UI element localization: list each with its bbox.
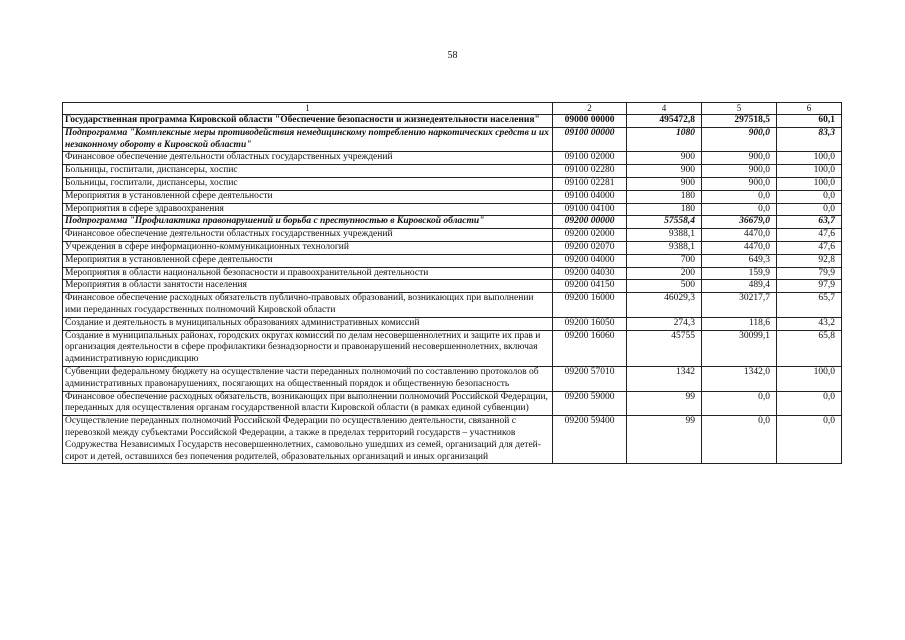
column-header-5: 5 (702, 103, 777, 115)
row-name-cell: Больницы, госпитали, диспансеры, хоспис (63, 165, 553, 178)
row-name-cell: Создание и деятельность в муниципальных образованиях административных комиссий (63, 317, 553, 330)
row-plan-cell: 500 (627, 280, 702, 293)
table-row (63, 330, 842, 366)
row-fact-cell: 4470,0 (702, 241, 777, 254)
row-name-cell: Субвенции федеральному бюджету на осуществление части переданных полномочий по составлению протоколов об административных правонарушениях, посягающих на общественный порядок и общественную безопасность (63, 366, 553, 391)
row-fact-cell: 118,6 (702, 317, 777, 330)
column-header-1: 1 (63, 103, 553, 115)
row-plan-cell: 700 (627, 254, 702, 267)
row-fact-cell: 159,9 (702, 267, 777, 280)
row-plan-cell: 495472,8 (627, 115, 702, 128)
row-name-cell: Государственная программа Кировской области "Обеспечение безопасности и жизнедеятельности населения" (63, 115, 553, 128)
row-fact-cell: 0,0 (702, 416, 777, 464)
row-code-cell: 09200 57010 (553, 366, 627, 391)
row-plan-cell: 57558,4 (627, 216, 702, 229)
row-percent-cell: 0,0 (777, 416, 842, 464)
table-row (63, 203, 842, 216)
row-code-cell: 09100 02281 (553, 177, 627, 190)
row-code-cell: 09000 00000 (553, 115, 627, 128)
column-numbers-row (63, 103, 842, 115)
row-percent-cell: 65,7 (777, 293, 842, 318)
row-name-cell: Учреждения в сфере информационно-коммуникационных технологий (63, 241, 553, 254)
table-row (63, 416, 842, 464)
row-code-cell: 09200 02000 (553, 229, 627, 242)
row-percent-cell: 0,0 (777, 391, 842, 416)
row-percent-cell: 79,9 (777, 267, 842, 280)
row-code-cell: 09200 04030 (553, 267, 627, 280)
row-name-cell: Финансовое обеспечение деятельности областных государственных учреждений (63, 152, 553, 165)
row-plan-cell: 9388,1 (627, 241, 702, 254)
row-plan-cell: 45755 (627, 330, 702, 366)
row-fact-cell: 900,0 (702, 165, 777, 178)
budget-table (62, 102, 842, 464)
subprogram-row (63, 127, 842, 152)
row-fact-cell: 4470,0 (702, 229, 777, 242)
row-percent-cell: 100,0 (777, 366, 842, 391)
row-name-cell: Создание в муниципальных районах, городских округах комиссий по делам несовершеннолетних и защите их прав и организация деятельности в сфере профилактики безнадзорности и правонарушений несовершеннолетних, включая административную юрисдикцию (63, 330, 553, 366)
row-name-cell: Подпрограмма "Профилактика правонарушений и борьба с преступностью в Кировской области" (63, 216, 553, 229)
row-name-cell: Мероприятия в сфере здравоохранения (63, 203, 553, 216)
row-percent-cell: 100,0 (777, 177, 842, 190)
row-percent-cell: 60,1 (777, 115, 842, 128)
row-code-cell: 09200 00000 (553, 216, 627, 229)
row-plan-cell: 900 (627, 152, 702, 165)
row-plan-cell: 99 (627, 416, 702, 464)
table-row (63, 177, 842, 190)
subprogram-row (63, 216, 842, 229)
row-percent-cell: 43,2 (777, 317, 842, 330)
row-plan-cell: 900 (627, 165, 702, 178)
row-code-cell: 09200 04150 (553, 280, 627, 293)
column-header-4: 4 (627, 103, 702, 115)
row-code-cell: 09200 16050 (553, 317, 627, 330)
row-fact-cell: 0,0 (702, 203, 777, 216)
table-row (63, 152, 842, 165)
row-code-cell: 09100 00000 (553, 127, 627, 152)
row-fact-cell: 649,3 (702, 254, 777, 267)
row-name-cell: Мероприятия в установленной сфере деятельности (63, 190, 553, 203)
row-percent-cell: 100,0 (777, 165, 842, 178)
row-plan-cell: 900 (627, 177, 702, 190)
row-fact-cell: 489,4 (702, 280, 777, 293)
row-percent-cell: 0,0 (777, 203, 842, 216)
row-fact-cell: 30099,1 (702, 330, 777, 366)
row-name-cell: Мероприятия в установленной сфере деятельности (63, 254, 553, 267)
row-name-cell: Финансовое обеспечение деятельности областных государственных учреждений (63, 229, 553, 242)
row-plan-cell: 46029,3 (627, 293, 702, 318)
row-fact-cell: 1342,0 (702, 366, 777, 391)
row-name-cell: Финансовое обеспечение расходных обязательств публично-правовых образований, возникающих при выполнении ими переданных государственных полномочий Кировской области (63, 293, 553, 318)
row-plan-cell: 180 (627, 190, 702, 203)
row-name-cell: Мероприятия в области национальной безопасности и правоохранительной деятельности (63, 267, 553, 280)
page-number: 58 (447, 50, 458, 61)
row-code-cell: 09100 04100 (553, 203, 627, 216)
row-fact-cell: 900,0 (702, 177, 777, 190)
row-percent-cell: 65,8 (777, 330, 842, 366)
row-code-cell: 09100 02280 (553, 165, 627, 178)
table-row (63, 241, 842, 254)
row-code-cell: 09200 59000 (553, 391, 627, 416)
row-fact-cell: 297518,5 (702, 115, 777, 128)
table-row (63, 391, 842, 416)
row-plan-cell: 99 (627, 391, 702, 416)
row-fact-cell: 0,0 (702, 190, 777, 203)
row-plan-cell: 200 (627, 267, 702, 280)
row-code-cell: 09100 02000 (553, 152, 627, 165)
program-row (63, 115, 842, 128)
row-percent-cell: 63,7 (777, 216, 842, 229)
row-plan-cell: 180 (627, 203, 702, 216)
row-code-cell: 09200 59400 (553, 416, 627, 464)
row-plan-cell: 1080 (627, 127, 702, 152)
table-row (63, 254, 842, 267)
row-fact-cell: 0,0 (702, 391, 777, 416)
row-fact-cell: 36679,0 (702, 216, 777, 229)
column-header-6: 6 (777, 103, 842, 115)
row-percent-cell: 0,0 (777, 190, 842, 203)
row-percent-cell: 100,0 (777, 152, 842, 165)
row-name-cell: Больницы, госпитали, диспансеры, хоспис (63, 177, 553, 190)
table-row (63, 267, 842, 280)
row-plan-cell: 9388,1 (627, 229, 702, 242)
table-row (63, 293, 842, 318)
table-row (63, 165, 842, 178)
row-percent-cell: 92,8 (777, 254, 842, 267)
row-fact-cell: 900,0 (702, 152, 777, 165)
row-percent-cell: 47,6 (777, 229, 842, 242)
table-row (63, 317, 842, 330)
row-fact-cell: 900,0 (702, 127, 777, 152)
table-row (63, 229, 842, 242)
row-percent-cell: 83,3 (777, 127, 842, 152)
row-name-cell: Подпрограмма "Комплексные меры противодействия немедицинскому потреблению наркотических средств и их незаконному обороту в Кировской области" (63, 127, 553, 152)
row-plan-cell: 1342 (627, 366, 702, 391)
table-row (63, 190, 842, 203)
row-code-cell: 09200 16000 (553, 293, 627, 318)
row-percent-cell: 97,9 (777, 280, 842, 293)
row-code-cell: 09200 02070 (553, 241, 627, 254)
table-row (63, 280, 842, 293)
row-code-cell: 09200 04000 (553, 254, 627, 267)
row-plan-cell: 274,3 (627, 317, 702, 330)
row-code-cell: 09200 16060 (553, 330, 627, 366)
row-fact-cell: 30217,7 (702, 293, 777, 318)
row-name-cell: Осуществление переданных полномочий Российской Федерации по осуществлению деятельности, связанной с перевозкой между субъектами Российской Федерации, а также в пределах территорий государств – участников Содружества Независимых Государств несовершеннолетних, самовольно ушедших из семей, организаций для детей-сирот и детей, оставшихся без попечения родителей, образовательных организаций и иных организаций (63, 416, 553, 464)
table-row (63, 366, 842, 391)
row-name-cell: Мероприятия в области занятости населения (63, 280, 553, 293)
row-name-cell: Финансовое обеспечение расходных обязательств, возникающих при выполнении полномочий Российской Федерации, переданных для осуществления органам государственной власти Кировской области (в рамках единой субвенции) (63, 391, 553, 416)
row-code-cell: 09100 04000 (553, 190, 627, 203)
row-percent-cell: 47,6 (777, 241, 842, 254)
column-header-2: 2 (553, 103, 627, 115)
